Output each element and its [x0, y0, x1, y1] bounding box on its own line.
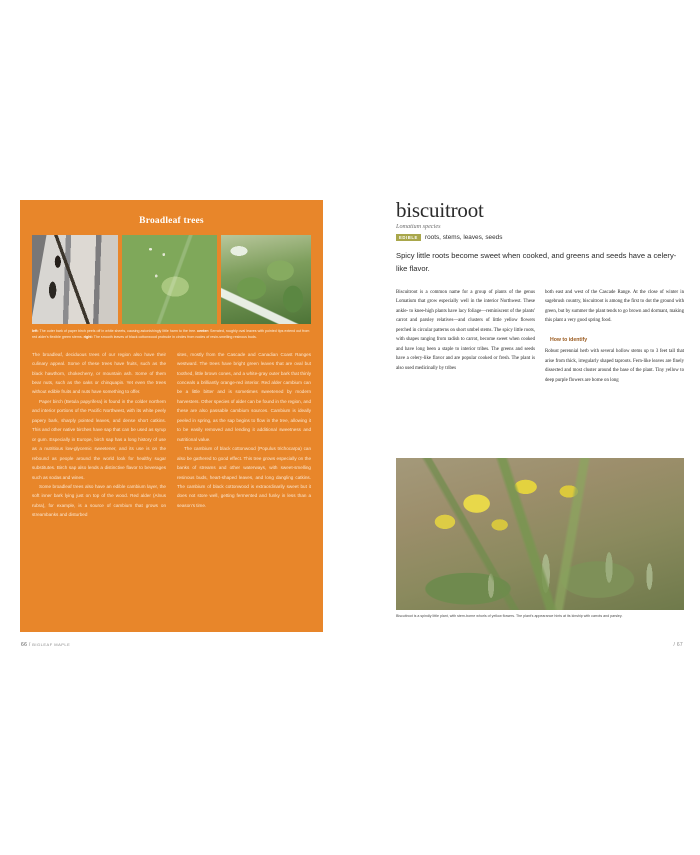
right-column-one [396, 288, 535, 385]
sidebar-photo-row [32, 235, 311, 324]
sidebar-photo-caption [32, 329, 311, 341]
right-page [396, 200, 684, 665]
sidebar-paragraph: Paper birch (Betula papyrifera) is found in the colder northern and interior portions of the Pacific Northwest, with its white peely papery bark, sharply pointed leaves, and dense short catkins. This and other native birches have sap that can be used as syrup or gum. Especially in Europe, birch sap has a long history of use as a nutritious low-glycemic sweetener, and its use is on the rebound as people around the world look for healthy sugar substitutes. Birch sap also lends a distinctive flavor to beverages such as sodas and wines. [32, 398, 166, 480]
photo-paper-birch-bark [32, 235, 118, 324]
folio-separator: / [673, 642, 677, 648]
sidebar-paragraph: sites, mostly from the Cascade and Canadian Coast Ranges westward. The trees have bright green leaves that are oval but toothed, little brown cones, and a white-gray outer bark that thinly conceals a brilliantly orange-red interior. Red alder cambium can be a little bitter and is sometimes sweetened by modern harvesters. Other species of alder can be found in the region, and these are also passable cambium sources. Cambium is ideally peeled in spring, as the sap begins to flow in the tree, allowing it to be easily removed and lending it additional sweetness and nutritional value. [177, 351, 311, 442]
edible-badge: EDIBLE [396, 234, 421, 241]
right-page-folio [673, 642, 683, 648]
photo-red-alder-leaves [122, 235, 217, 324]
edible-parts: roots, stems, leaves, seeds [424, 234, 503, 242]
red-alder-leaves-image [122, 235, 217, 324]
caption-label-left: left: [32, 329, 39, 333]
biscuitroot-plant-image [396, 458, 684, 610]
caption-label-right: right: [83, 334, 93, 339]
biscuitroot-photo-caption: Biscuitroot is a spindly little plant, with stem-borne whorls of yellow flowers. The plant's appearance hints at its kinship with carrots and parsley. [396, 614, 623, 618]
black-cottonwood-leaves-image [221, 235, 311, 324]
deck-text: Spicy little roots become sweet when cooked, and greens and seeds have a celery-like flavor. [396, 251, 677, 273]
edible-row [396, 234, 684, 241]
sidebar-columns [32, 350, 311, 520]
how-to-identify-subhead: How to identify [550, 336, 588, 343]
left-folio-number: 66 [21, 642, 28, 648]
sidebar-column-one [32, 350, 166, 520]
caption-label-center: center: [197, 329, 210, 333]
left-page [20, 200, 323, 665]
caption-text-left: The outer bark of paper birch peels off in white sheets, causing astonishingly little harm to the tree. [38, 329, 198, 333]
photo-black-cottonwood-leaves [221, 235, 311, 324]
right-page-columns [396, 288, 684, 385]
sidebar-paragraph: The broadleaf, deciduous trees of our region also have their culinary appeal. Some of these trees have fruits, such as the black hawthorn, chokecherry, or mountain ash. Some of them bear nuts, such as the oaks or chinquapin. Yet even the trees without edible fruits and nuts have something to offer. [32, 351, 166, 395]
right-folio-number: 67 [676, 642, 683, 648]
page-title: biscuitroot [396, 198, 484, 222]
sidebar-column-two [177, 350, 311, 520]
caption-text-center: Serrated, roughly oval leaves with pointed tips extend out from red alder's flexible green stems. [32, 329, 310, 339]
folio-separator: / [27, 642, 33, 648]
body-paragraph: Robust perennial herb with several hollow stems up to 3 feet tall that arise from thick, irregularly shaped taproots. Fern-like leaves are finely dissected and most cluster around the base of the plant. Tiny yellow to deep purple flowers are borne on long [545, 349, 684, 383]
body-paragraph: Biscuitroot is a common name for a group of plants of the genus Lomatium that grow especially well in the interior Northwest. These ankle- to knee-high plants have lacy foliage—reminiscent of the plants' carrot and parsley relatives—and clusters of little yellow flowers perched in circular patterns on short umbel stems. The spicy little roots, with shapes ranging from radish to carrot, become sweet when cooked and have long been a staple to interior tribes. The greens and seeds have a celery-like flavor and are popular cooked or fresh. The plant is also used medicinally by tribes [396, 289, 535, 371]
caption-text-right: The smooth leaves of black cottonwood protrude in circles from nodes of resin-smelling resinous buds. [92, 334, 257, 339]
latin-name: Lomatium species [396, 223, 441, 230]
paper-birch-bark-image [32, 235, 118, 324]
broadleaf-trees-sidebar [20, 200, 323, 632]
right-column-two [545, 288, 684, 385]
sidebar-paragraph: Some broadleaf trees also have an edible cambium layer, the soft inner bark lying just on top of the wood. Red alder (Alnus rubra), for example, is a source of cambium that grows on streambanks and disturbed [32, 483, 166, 518]
body-paragraph: both east and west of the Cascade Range. At the close of winter in sagebrush country, biscuitroot is among the first to dot the ground with green, but by summer the plant tends to go brown and dormant, making this plant a very good spring food. [545, 289, 684, 324]
photo-biscuitroot-plant [396, 458, 684, 610]
left-page-folio [21, 642, 70, 648]
left-folio-title: BIGLEAF MAPLE [32, 642, 71, 647]
sidebar-paragraph: The cambium of black cottonwood (Populus trichocarpa) can also be gathered to good effect. This tree grows especially on the banks of streams and other waterways, with sweet-smelling resinous buds, heart-shaped leaves, and long dangling catkins. The cambium of black cottonwood is extraordinarily sweet but it does not store well, getting fermented and funky in less than a season's time. [177, 446, 311, 508]
sidebar-title: Broadleaf trees [139, 216, 204, 226]
